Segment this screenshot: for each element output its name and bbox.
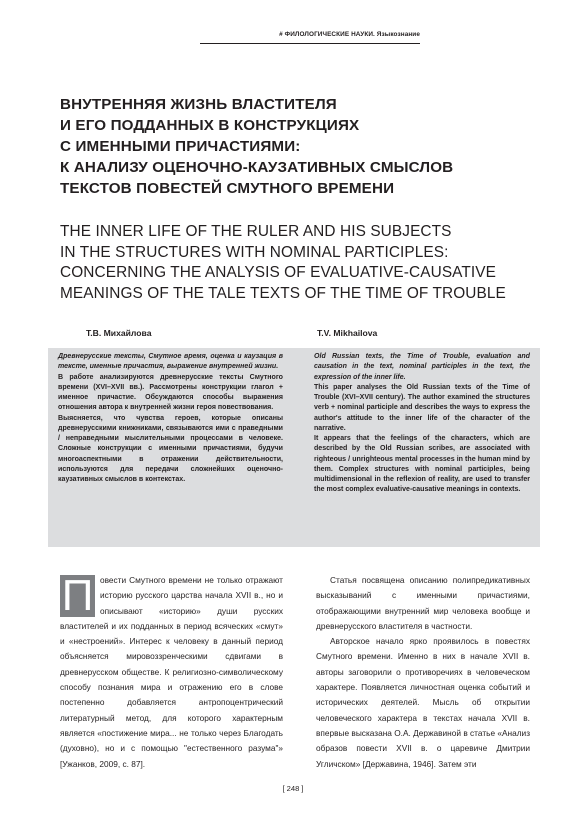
title-en-line: THE INNER LIFE OF THE RULER AND HIS SUBJECTS [60, 223, 452, 240]
author-en: T.V. Mikhailova [317, 328, 378, 338]
title-ru-line: К АНАЛИЗУ ОЦЕНОЧНО-КАУЗАТИВНЫХ СМЫСЛОВ [60, 159, 454, 176]
abstract-en [314, 352, 530, 496]
title-en-line: MEANINGS OF THE TALE TEXTS OF THE TIME OF TROUBLE [60, 284, 506, 302]
abstract-ru-paragraph: Выясняется, что чувства героев, которые описаны древнерусскими книжниками, связываются ими с праведными / неправедными мыслительными процессами в человеке. Сложные конструкции с именными причастиями, будучи многоаспектными в отражении действительности, используются для передачи сложнейших оценочно-каузативных смыслов в контекстах. [58, 414, 283, 483]
title-ru-line: И ЕГО ПОДДАННЫХ В КОНСТРУКЦИЯХ [60, 117, 360, 134]
keywords-ru: Древнерусские тексты, Смутное время, оценка и каузация в тексте, именные причастия, выражение внутренней жизни. [58, 353, 283, 371]
running-head-rule [200, 43, 420, 44]
page-number: [ 248 ] [282, 784, 304, 793]
abstract-ru-paragraph: В работе анализируются древнерусские тексты Смутного времени (XVI–XVII вв.). Рассмотрены конструкции глагол + именное причастие. Обсуждаются способы выражения отношения автора к внутренней жизни героя повествования. [58, 373, 283, 412]
title-ru-line: ВНУТРЕННЯЯ ЖИЗНЬ ВЛАСТИТЕЛЯ [60, 96, 337, 113]
abstract-ru [58, 352, 283, 485]
title-ru-line: С ИМЕННЫМИ ПРИЧАСТИЯМИ: [60, 138, 301, 155]
keywords-en: Old Russian texts, the Time of Trouble, evaluation and causation in the text, nominal participles in the text, the expression of the inner life. [314, 353, 530, 381]
title-ru-line: ТЕКСТОВ ПОВЕСТЕЙ СМУТНОГО ВРЕМЕНИ [60, 180, 395, 197]
body-paragraph: овести Смутного времени не только отражают историю русского царства начала XVII в., но и описывают «историю» души русских властителей и их подданных в период всяческих «смут» и «нестроений». Интерес к человеку в данный период объясняется мировоззренческими сдвигами в древнерусском обществе. К религиозно-символическому способу познания мира и отражению его в слове постепенно добавляется антропоцентрический литературный метод, для которого характерным является «постижение мира... не только через Благодать (духовно), но и с помощью "естественного разума"» [Ужанков, 2009, с. 87]. [60, 575, 283, 769]
title-en [60, 222, 540, 304]
title-en-line: IN THE STRUCTURES WITH NOMINAL PARTICIPLES: [60, 243, 449, 261]
author-ru: Т.В. Михайлова [86, 328, 152, 338]
body-column-left [60, 573, 283, 772]
running-head: # ФИЛОЛОГИЧЕСКИЕ НАУКИ. Языкознание [279, 31, 420, 38]
drop-cap: П [61, 571, 94, 620]
abstract-en-paragraph: It appears that the feelings of the characters, which are described by the Old Russian scribes, are associated with righteous / unrighteous mental processes in the human mind by them. Complex structures with nominal participles, being multidimensional in the reflexion of reality, are used to transfer the most complex evaluative-causative meanings in contexts. [314, 435, 530, 494]
abstract-en-paragraph: This paper analyses the Old Russian texts of the Time of Trouble (XVI–XVII century). The author examined the structures verb + nominal participle and describes the ways to express the author's attitude to the inner life of the character of the narrative. [314, 383, 530, 432]
body-paragraph: Авторское начало ярко проявилось в повестях Смутного времени. Именно в них в начале XVII в. авторы заговорили о противоречиях в человеческом характере. Появляется личностная оценка событий и исторических деятелей. Мысль об открытии человеческого характера в текстах начала XVII в. впервые высказана О.А. Державиной в статье «Анализ образов повести XVII в. о царевиче Дмитрии Угличском» [Державина, 1946]. Затем эти [316, 636, 530, 769]
body-paragraph: Статья посвящена описанию полипредикативных высказываний с именными причастиями, отображающими внутренний мир человека вообще и древнерусского властителя в частности. [316, 575, 530, 631]
body-column-right [316, 573, 530, 772]
title-en-line: CONCERNING THE ANALYSIS OF EVALUATIVE-CAUSATIVE [60, 264, 497, 281]
title-ru [60, 94, 540, 199]
